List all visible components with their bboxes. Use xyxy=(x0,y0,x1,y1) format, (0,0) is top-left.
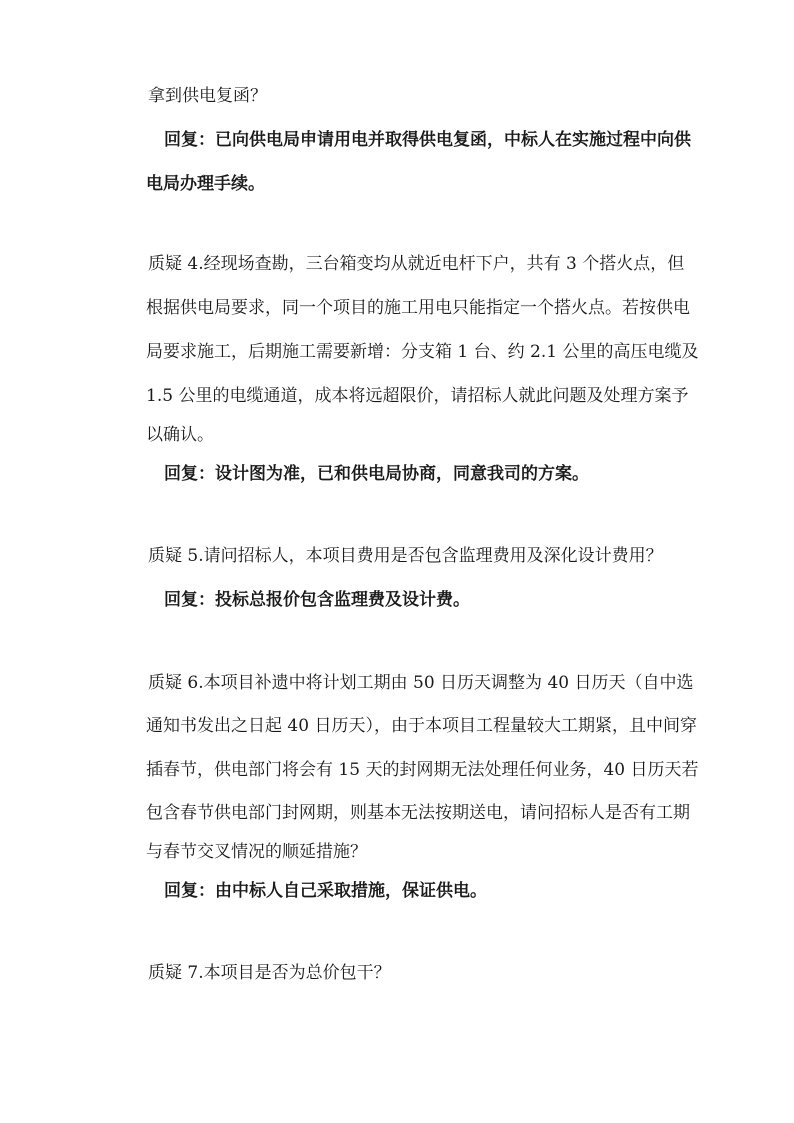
answer-line: 电局办理手续。 xyxy=(146,174,265,194)
question-line: 质疑 7.本项目是否为总价包干？ xyxy=(148,963,391,983)
question-line: 质疑 4.经现场查勘，三台箱变均从就近电杆下户，共有 3 个搭火点，但 xyxy=(148,254,685,274)
answer-line: 回复：设计图为准，已和供电局协商，同意我司的方案。 xyxy=(164,464,589,484)
question-line: 质疑 5.请问招标人，本项目费用是否包含监理费用及深化设计费用？ xyxy=(148,546,663,566)
question-line: 根据供电局要求，同一个项目的施工用电只能指定一个搭火点。若按供电 xyxy=(146,298,690,318)
question-line: 1.5 公里的电缆通道，成本将远超限价，请招标人就此问题及处理方案予 xyxy=(146,386,689,406)
answer-line: 回复：已向供电局申请用电并取得供电复函，中标人在实施过程中向供 xyxy=(164,130,691,150)
question-line: 以确认。 xyxy=(146,425,214,445)
question-line: 通知书发出之日起 40 日历天），由于本项目工程量较大工期紧，且中间穿 xyxy=(146,716,697,736)
question-line: 局要求施工，后期施工需要新增：分支箱 1 台、约 2.1 公里的高压电缆及 xyxy=(146,342,699,362)
question-line: 拿到供电复函？ xyxy=(148,86,267,106)
question-line: 与春节交叉情况的顺延措施？ xyxy=(146,842,367,862)
question-line: 插春节，供电部门将会有 15 天的封网期无法处理任何业务，40 日历天若 xyxy=(146,760,699,780)
question-line: 包含春节供电部门封网期，则基本无法按期送电，请问招标人是否有工期 xyxy=(146,803,690,823)
answer-line: 回复：投标总报价包含监理费及设计费。 xyxy=(164,590,470,610)
answer-line: 回复：由中标人自己采取措施，保证供电。 xyxy=(164,881,487,901)
question-line: 质疑 6.本项目补遗中将计划工期由 50 日历天调整为 40 日历天（自中选 xyxy=(148,673,694,693)
